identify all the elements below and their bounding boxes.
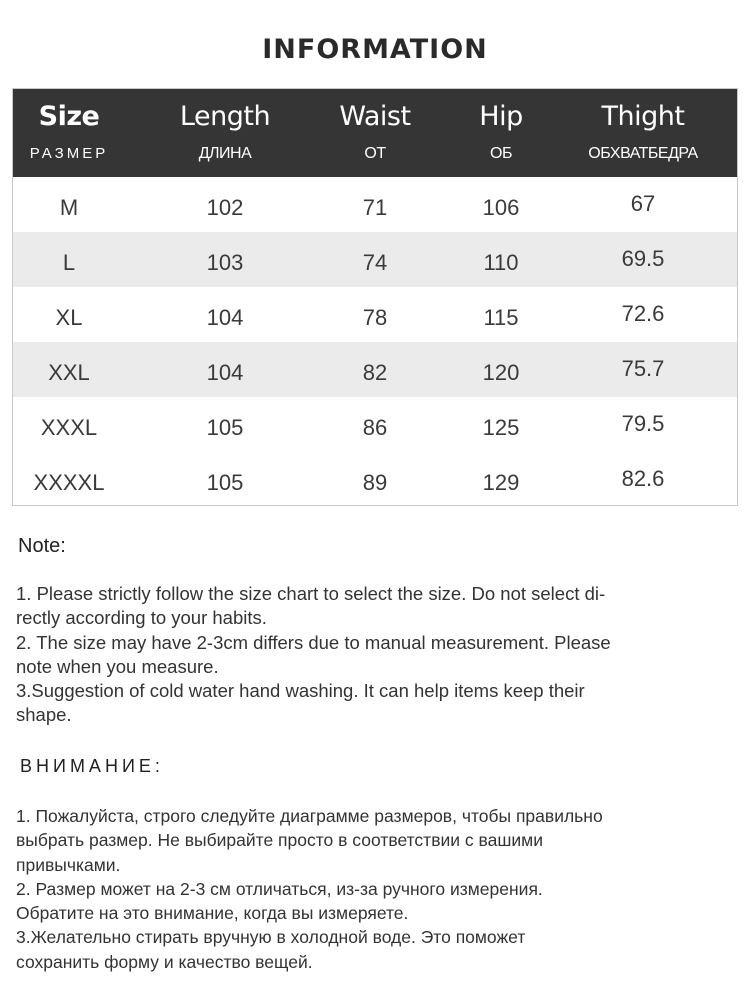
cell-size: M	[59, 195, 79, 220]
cell-size: L	[62, 250, 76, 275]
cell-waist: 89	[362, 470, 388, 495]
header-waist	[305, 89, 445, 177]
header-label: Hip	[479, 101, 523, 132]
table-row	[13, 397, 737, 452]
note-heading: Note:	[18, 535, 66, 557]
note-ru-line: 1. Пожалуйста, строго следуйте диаграмме размеров, чтобы правильно	[16, 806, 603, 826]
note-line: 3.Suggestion of cold water hand washing. It can help items keep their	[16, 680, 585, 702]
cell-hip: 106	[482, 195, 520, 220]
cell-hip: 115	[483, 305, 519, 330]
note-ru-line: 3.Желательно стирать вручную в холодной воде. Это поможет	[16, 927, 526, 948]
header-label: Length	[179, 101, 271, 132]
table-row	[13, 232, 737, 287]
header-sublabel: ОТ	[364, 145, 386, 162]
note-line: shape.	[16, 704, 72, 726]
cell-length: 105	[206, 415, 244, 440]
cell-size: XL	[55, 305, 83, 330]
size-chart-table	[12, 88, 738, 506]
header-label: Waist	[339, 101, 411, 132]
note-line: 2. The size may have 2-3cm differs due to manual measurement. Please	[16, 631, 611, 653]
cell-hip: 125	[482, 415, 520, 440]
note-ru-line: привычками.	[16, 854, 121, 875]
header-hip	[445, 89, 557, 177]
note-ru-line: выбрать размер. Не выбирайте просто в соответствии с вашими	[16, 830, 543, 851]
cell-hip: 129	[482, 470, 520, 495]
cell-length: 102	[206, 195, 244, 220]
cell-thigh: 72.6	[621, 301, 665, 326]
header-sublabel: ДЛИНА	[198, 145, 252, 162]
header-sublabel: ОБХВАТБЕДРА	[588, 145, 698, 162]
cell-size: XXXL	[40, 415, 98, 440]
header-thigh	[569, 89, 717, 177]
note-line: note when you measure.	[16, 655, 219, 677]
cell-hip: 120	[482, 360, 520, 385]
note-ru-line: Обратите на это внимание, когда вы измеряете.	[16, 903, 409, 924]
table-row	[13, 177, 737, 232]
table-row	[13, 342, 737, 397]
note-ru-line: 2. Размер может на 2-3 см отличаться, из-за ручного измерения.	[16, 878, 543, 899]
header-size	[13, 89, 125, 177]
note-ru-heading: ВНИМАНИЕ:	[20, 756, 164, 776]
cell-length: 104	[206, 305, 244, 330]
note-text	[16, 582, 726, 728]
cell-waist: 74	[362, 250, 388, 275]
header-sublabel: РАЗМЕР	[29, 145, 109, 162]
cell-length: 104	[206, 360, 244, 385]
cell-length: 103	[206, 250, 244, 275]
cell-size: XXXXL	[33, 470, 105, 495]
cell-thigh: 69.5	[621, 246, 665, 271]
header-label: Thight	[601, 101, 685, 132]
cell-size: XXL	[48, 360, 90, 385]
note-line: rectly according to your habits.	[16, 607, 267, 629]
cell-thigh: 75.7	[621, 356, 665, 381]
table-header	[13, 89, 737, 177]
cell-waist: 86	[362, 415, 388, 440]
cell-thigh: 82.6	[621, 466, 665, 491]
note-ru-line: сохранить форму и качество вещей.	[16, 951, 313, 972]
page-title: INFORMATION	[262, 34, 488, 65]
note-line: 1. Please strictly follow the size chart to select the size. Do not select di-	[16, 583, 606, 604]
cell-length: 105	[206, 470, 244, 495]
cell-waist: 78	[362, 305, 388, 330]
table-row	[13, 452, 737, 507]
header-label: Size	[38, 101, 100, 132]
note-ru-text	[16, 804, 734, 974]
cell-hip: 110	[483, 250, 519, 275]
cell-waist: 82	[362, 360, 388, 385]
cell-thigh: 67	[630, 191, 656, 216]
cell-waist: 71	[362, 195, 388, 220]
header-sublabel: ОБ	[490, 145, 512, 162]
table-row	[13, 287, 737, 342]
header-length	[153, 89, 297, 177]
cell-thigh: 79.5	[621, 411, 665, 436]
